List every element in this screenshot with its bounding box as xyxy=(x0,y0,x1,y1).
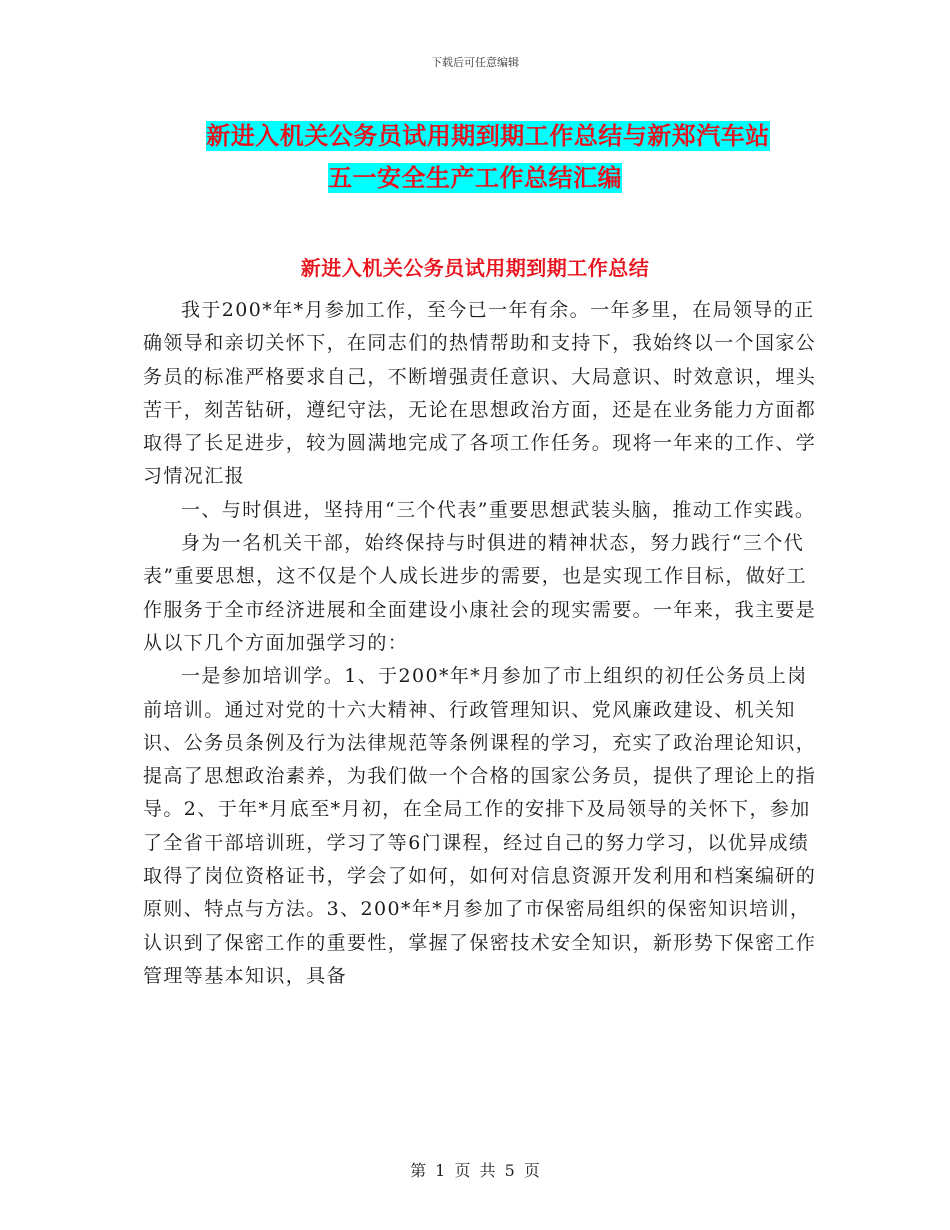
page-number-footer: 第 1 页 共 5 页 xyxy=(410,1161,540,1180)
document-title-line-1 xyxy=(0,116,950,151)
title-highlight-2: 五一安全生产工作总结汇编 xyxy=(328,164,622,192)
paragraph: 身为一名机关干部，始终保持与时俱进的精神状态，努力践行“三个代表”重要思想，这不仅是个人成长进步的需要，也是实现工作目标，做好工作服务于全市经济进展和全面建设小康社会的现实需要。一年来，我主要是从以下几个方面加强学习的： xyxy=(143,532,817,654)
page-header-note: 下载后可任意编辑 xyxy=(431,56,519,69)
paragraph: 一、与时俱进，坚持用“三个代表”重要思想武装头脑，推动工作实践。 xyxy=(181,498,816,521)
section-title: 新进入机关公务员试用期到期工作总结 xyxy=(300,256,650,280)
document-title-line-2 xyxy=(0,158,950,193)
paragraph: 一是参加培训学。1、于200*年*月参加了市上组织的初任公务员上岗前培训。通过对党的十六大精神、行政管理知识、党风廉政建设、机关知识、公务员条例及行为法律规范等条例课程的学习，充实了政治理论知识，提高了思想政治素养，为我们做一个合格的国家公务员，提供了理论上的指导。2、于年*月底至*月初，在全局工作的安排下及局领导的关怀下，参加了全省干部培训班，学习了等6门课程，经过自己的努力学习，以优异成绩取得了岗位资格证书，学会了如何，如何对信息资源开发利用和档案编研的原则、特点与方法。3、200*年*月参加了市保密局组织的保密知识培训，认识到了保密工作的重要性，掌握了保密技术安全知识，新形势下保密工作管理等基本知识，具备 xyxy=(143,665,817,987)
title-highlight-1: 新进入机关公务员试用期到期工作总结与新郑汽车站 xyxy=(206,122,770,150)
paragraph: 我于200*年*月参加工作，至今已一年有余。一年多里，在局领导的正确领导和亲切关怀下，在同志们的热情帮助和支持下，我始终以一个国家公务员的标准严格要求自己，不断增强责任意识、大局意识、时效意识，埋头苦干，刻苦钻研，遵纪守法，无论在思想政治方面，还是在业务能力方面都取得了长足进步，较为圆满地完成了各项工作任务。现将一年来的工作、学习情况汇报 xyxy=(143,299,817,488)
document-body xyxy=(143,294,823,993)
